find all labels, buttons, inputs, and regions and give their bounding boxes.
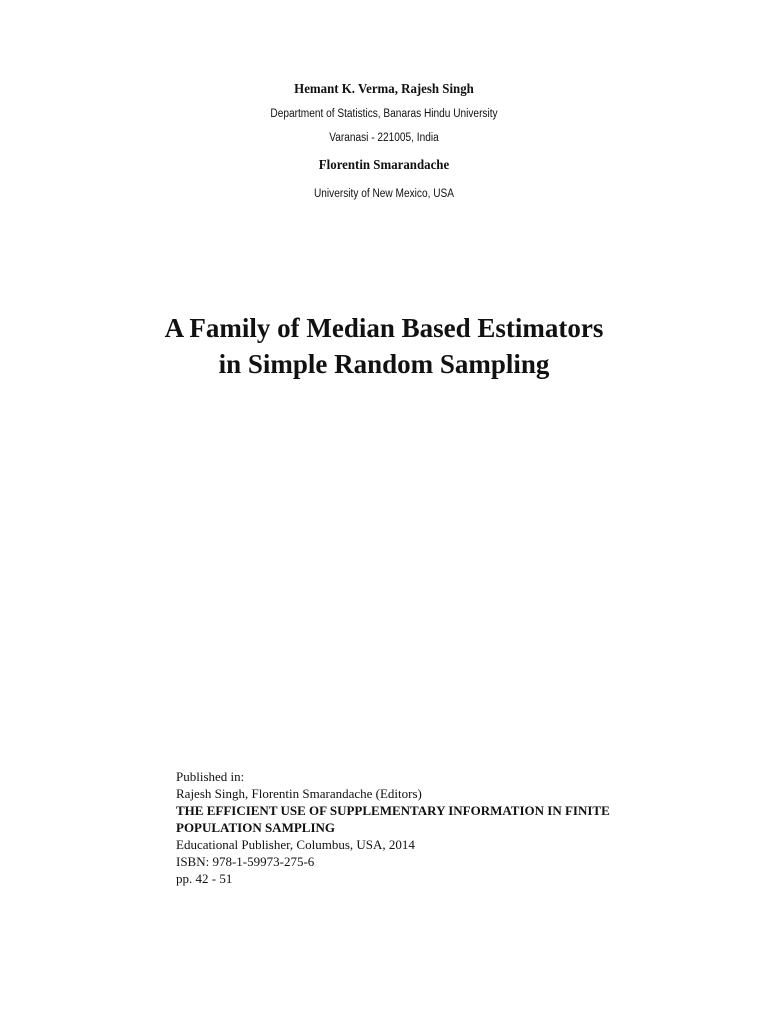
publisher: Educational Publisher, Columbus, USA, 2014 — [176, 837, 415, 852]
paper-title-line1: A Family of Median Based Estimators — [164, 313, 604, 343]
published-in-label: Published in: — [176, 769, 245, 784]
publication-info — [176, 768, 676, 887]
paper-title-line2: in Simple Random Sampling — [218, 349, 550, 379]
book-title-line2: POPULATION SAMPLING — [176, 820, 336, 835]
page-range: pp. 42 - 51 — [176, 871, 233, 886]
authors-primary: Hemant K. Verma, Rajesh Singh — [294, 82, 474, 97]
affiliation-university: University of New Mexico, USA — [313, 188, 455, 200]
affiliation-city: Varanasi - 221005, India — [329, 132, 439, 144]
editors: Rajesh Singh, Florentin Smarandache (Editors) — [176, 786, 422, 801]
affiliation-department: Department of Statistics, Banaras Hindu University — [270, 108, 498, 120]
authors-secondary: Florentin Smarandache — [318, 158, 450, 173]
book-title-line1: THE EFFICIENT USE OF SUPPLEMENTARY INFORMATION IN FINITE — [176, 803, 610, 818]
isbn: ISBN: 978-1-59973-275-6 — [176, 854, 315, 869]
